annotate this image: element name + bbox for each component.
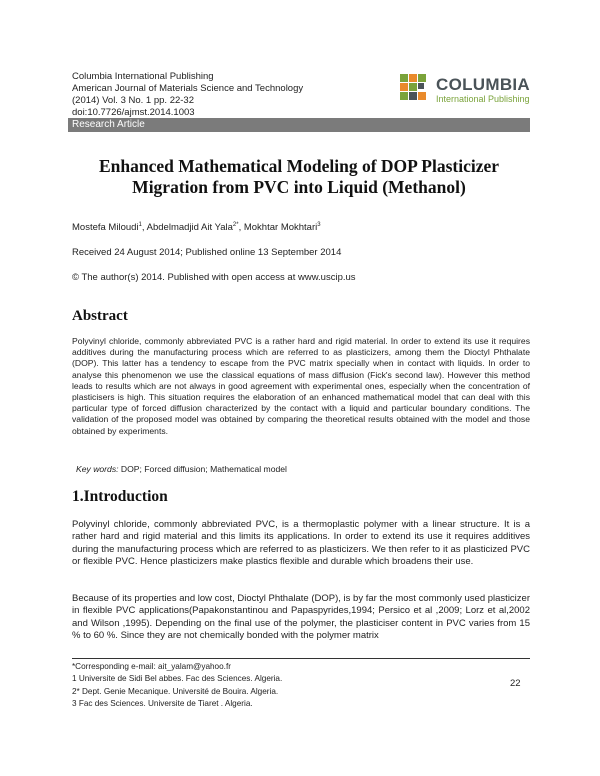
introduction-paragraph-1: Polyvinyl chloride, commonly abbreviated PVC, is a thermoplastic polymer with a linear structure. It is a rather hard and rigid material and this limits its applications. In order to extend its use it requires additives during the manufacturing process which are referred to as plasticizers. We then refer to it as plasticized PVC or flexible PVC. Hence plasticizers make plastics flexible and durable which broadens their use.: [72, 519, 530, 567]
journal-name: American Journal of Materials Science and Technology: [72, 83, 304, 94]
footnotes: [72, 661, 282, 710]
abstract-text: Polyvinyl chloride, commonly abbreviated PVC is a rather hard and rigid material. In order to extend its use it requires additives during the manufacturing process which are referred to as plasticizers, among them the Dioctyl Phthalate (DOP). This latter has a tendency to escape from the PVC matrix specially when in contact with liquids. In order to analyse this phenomenon we use the classical equations of mass diffusion (Fick's second law). However this method leads to results which are not always in good agreement with experimental ones, especially when the concentration of plasticisers is high. This situation requires the elaboration of an enhanced mathematical model that can deal with this particular type of forced diffusion characterized by the contact with a liquid and particular boundary conditions. The validation of the proposed model was obtained by comparing the theoretical results obtained with the model and those obtained by experiments.: [72, 336, 530, 436]
copyright-notice: © The author(s) 2014. Published with open access at www.uscip.us: [72, 272, 356, 283]
footnote-affiliation-1: 1 Universite de Sidi Bel abbes. Fac des Sciences. Algeria.: [72, 674, 283, 684]
columbia-logo: [398, 70, 528, 110]
author-affiliation-mark: 2*: [232, 222, 239, 228]
keywords-label: Key words:: [76, 464, 119, 474]
footnote-corresponding: *Corresponding e-mail: ait_yalam@yahoo.fr: [72, 662, 231, 671]
logo-subtitle: International Publishing: [436, 94, 530, 104]
author-affiliation-mark: 1: [138, 222, 142, 228]
received-dates: Received 24 August 2014; Published online 13 September 2014: [72, 247, 342, 258]
author-name: Abdelmadjid Ait Yala: [146, 222, 233, 234]
page-number: 22: [510, 678, 521, 689]
author-list: Mostefa Miloudi$^1$, Abdelmadjid Ait Yala$^{2*}$, Mokhtar Mokhtari$^3$: [72, 222, 321, 234]
introduction-heading: 1.Introduction: [72, 488, 168, 505]
author-affiliation-mark: 3: [317, 222, 321, 228]
keywords-value: DOP; Forced diffusion; Mathematical model: [120, 464, 287, 474]
footnote-affiliation-3: 3 Fac des Sciences. Universite de Tiaret . Algeria.: [72, 698, 253, 708]
footnote-affiliation-2: 2* Dept. Genie Mecanique. Université de Bouira. Algeria.: [72, 686, 279, 696]
article-type-label: Research Article: [72, 119, 145, 130]
abstract-heading: Abstract: [72, 308, 128, 324]
introduction-paragraph-2: Because of its properties and low cost, Dioctyl Phthalate (DOP), is by far the most commonly used plasticizer in flexible PVC applications(Papakonstantinou and Papaspyrides,1994; Persico et al ,2009; Lorz et al,2002 and Wilson ,1995). Depending on the final use of the polymer, the plasticiser content in PVC varies from 15 % to 60 %. Since they are not chemically bonded with the polymer matrix: [72, 593, 530, 641]
logo-wordmark: COLUMBIA: [436, 75, 530, 94]
volume-info: (2014) Vol. 3 No. 1 pp. 22-32: [72, 95, 194, 106]
doi: doi:10.7726/ajmst.2014.1003: [72, 107, 195, 118]
author-name: Mokhtar Mokhtari: [243, 222, 318, 234]
columbia-logo-icon: [398, 72, 434, 108]
author-name: Mostefa Miloudi: [72, 222, 139, 234]
footnote-divider: [72, 658, 530, 659]
journal-header: [72, 71, 372, 119]
keywords: [76, 464, 287, 474]
article-type-bar: [68, 118, 530, 132]
paper-title: Enhanced Mathematical Modeling of DOP Plasticizer Migration from PVC into Liquid (Methanol): [98, 156, 499, 197]
publisher-name: Columbia International Publishing: [72, 71, 214, 82]
